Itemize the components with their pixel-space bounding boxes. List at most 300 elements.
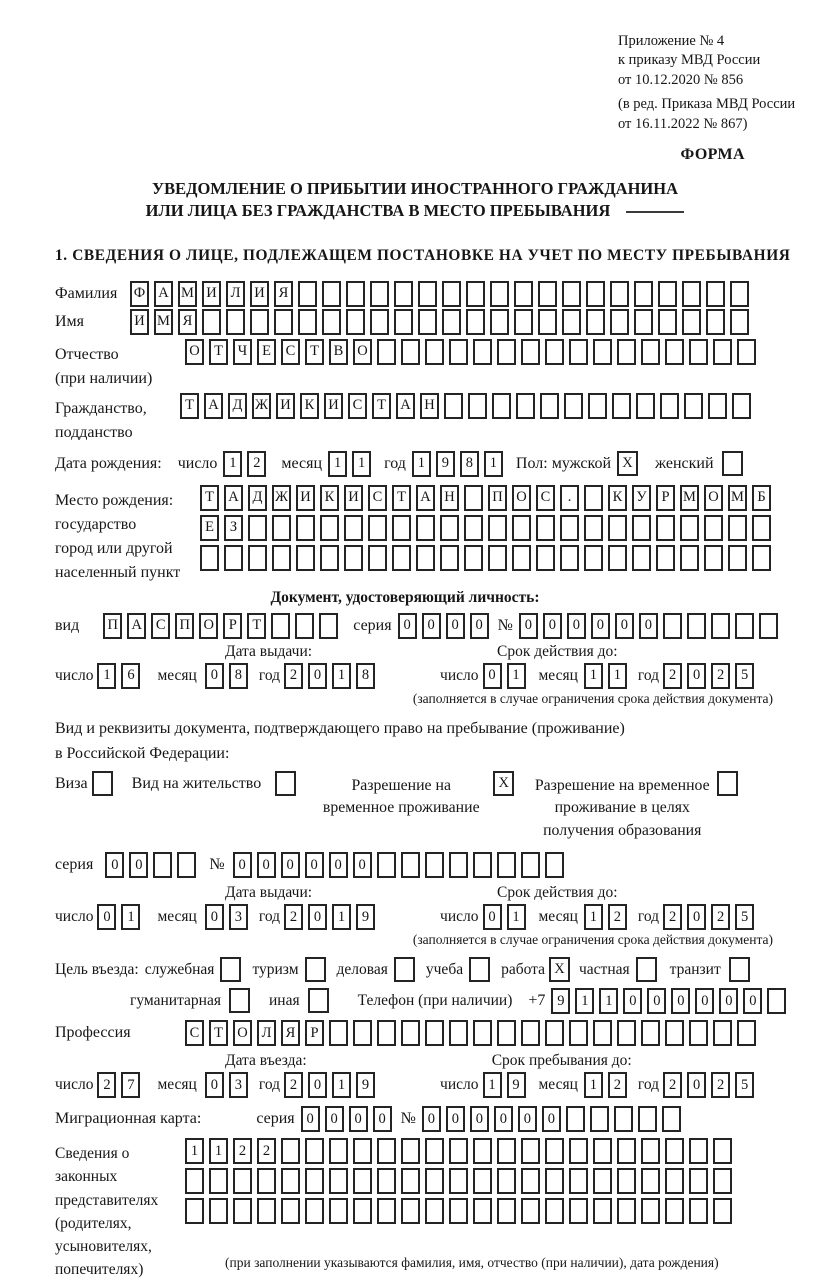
form-cell[interactable]: И xyxy=(130,309,149,335)
form-cell[interactable] xyxy=(353,1198,372,1224)
form-cell[interactable]: 0 xyxy=(422,613,441,639)
form-cell[interactable]: 0 xyxy=(687,1072,706,1098)
form-cell[interactable] xyxy=(248,545,267,571)
form-cell[interactable] xyxy=(274,309,293,335)
form-cell[interactable] xyxy=(344,515,363,541)
form-cell[interactable] xyxy=(656,545,675,571)
form-cell[interactable] xyxy=(377,852,396,878)
form-cell[interactable] xyxy=(617,1198,636,1224)
form-cell[interactable] xyxy=(689,1020,708,1046)
form-cell[interactable] xyxy=(614,1106,633,1132)
form-cell[interactable]: 0 xyxy=(719,988,738,1014)
form-cell[interactable] xyxy=(584,545,603,571)
form-cell[interactable]: 9 xyxy=(356,1072,375,1098)
form-cell[interactable]: А xyxy=(224,485,243,511)
form-cell[interactable] xyxy=(586,309,605,335)
form-cell[interactable]: 1 xyxy=(507,904,526,930)
form-cell[interactable] xyxy=(200,545,219,571)
form-cell[interactable] xyxy=(590,1106,609,1132)
form-cell[interactable] xyxy=(638,1106,657,1132)
form-cell[interactable]: Т xyxy=(180,393,199,419)
form-cell[interactable]: 0 xyxy=(233,852,252,878)
form-cell[interactable] xyxy=(521,852,540,878)
form-cell[interactable] xyxy=(682,281,701,307)
form-cell[interactable] xyxy=(497,339,516,365)
form-cell[interactable]: Т xyxy=(200,485,219,511)
form-cell[interactable] xyxy=(732,393,751,419)
form-cell[interactable]: 1 xyxy=(97,663,116,689)
form-cell[interactable] xyxy=(497,1020,516,1046)
form-cell[interactable] xyxy=(298,309,317,335)
form-cell[interactable] xyxy=(329,1168,348,1194)
form-cell[interactable]: 0 xyxy=(542,1106,561,1132)
form-cell[interactable]: 1 xyxy=(332,904,351,930)
form-cell[interactable]: 0 xyxy=(470,613,489,639)
form-cell[interactable] xyxy=(689,339,708,365)
form-cell[interactable]: 1 xyxy=(352,451,371,477)
form-cell[interactable]: 0 xyxy=(325,1106,344,1132)
form-cell[interactable]: 0 xyxy=(446,613,465,639)
form-cell[interactable]: С xyxy=(368,485,387,511)
form-cell[interactable]: 8 xyxy=(356,663,375,689)
form-cell[interactable]: П xyxy=(175,613,194,639)
form-cell[interactable]: И xyxy=(250,281,269,307)
form-cell[interactable]: 1 xyxy=(484,451,503,477)
form-cell[interactable]: 0 xyxy=(97,904,116,930)
form-cell[interactable]: Е xyxy=(257,339,276,365)
form-cell[interactable] xyxy=(153,852,172,878)
form-cell[interactable] xyxy=(612,393,631,419)
form-cell[interactable]: 0 xyxy=(349,1106,368,1132)
form-cell[interactable]: 3 xyxy=(229,904,248,930)
form-cell[interactable] xyxy=(296,545,315,571)
form-cell[interactable] xyxy=(275,771,296,796)
form-cell[interactable] xyxy=(250,309,269,335)
form-cell[interactable] xyxy=(634,281,653,307)
form-cell[interactable] xyxy=(759,613,778,639)
form-cell[interactable] xyxy=(521,339,540,365)
form-cell[interactable] xyxy=(490,309,509,335)
form-cell[interactable] xyxy=(593,1020,612,1046)
form-cell[interactable] xyxy=(569,1020,588,1046)
form-cell[interactable] xyxy=(512,515,531,541)
form-cell[interactable] xyxy=(257,1198,276,1224)
form-cell[interactable] xyxy=(416,515,435,541)
form-cell[interactable] xyxy=(665,1020,684,1046)
form-cell[interactable] xyxy=(713,1020,732,1046)
form-cell[interactable] xyxy=(401,1168,420,1194)
form-cell[interactable]: 0 xyxy=(567,613,586,639)
form-cell[interactable] xyxy=(92,771,113,796)
form-cell[interactable]: 1 xyxy=(121,904,140,930)
form-cell[interactable]: 9 xyxy=(551,988,570,1014)
form-cell[interactable]: М xyxy=(178,281,197,307)
form-cell[interactable]: С xyxy=(348,393,367,419)
form-cell[interactable] xyxy=(689,1168,708,1194)
form-cell[interactable]: 9 xyxy=(507,1072,526,1098)
form-cell[interactable] xyxy=(682,309,701,335)
form-cell[interactable] xyxy=(473,1138,492,1164)
form-cell[interactable] xyxy=(569,339,588,365)
form-cell[interactable] xyxy=(473,1198,492,1224)
form-cell[interactable]: 1 xyxy=(223,451,242,477)
form-cell[interactable] xyxy=(488,545,507,571)
form-cell[interactable] xyxy=(566,1106,585,1132)
form-cell[interactable]: О xyxy=(185,339,204,365)
form-cell[interactable] xyxy=(540,393,559,419)
form-cell[interactable]: А xyxy=(154,281,173,307)
form-cell[interactable]: 2 xyxy=(711,663,730,689)
form-cell[interactable] xyxy=(560,515,579,541)
form-cell[interactable] xyxy=(272,545,291,571)
form-cell[interactable]: 8 xyxy=(229,663,248,689)
form-cell[interactable]: Т xyxy=(372,393,391,419)
form-cell[interactable] xyxy=(488,515,507,541)
form-cell[interactable] xyxy=(569,1168,588,1194)
form-cell[interactable]: Ф xyxy=(130,281,149,307)
form-cell[interactable] xyxy=(466,309,485,335)
form-cell[interactable]: В xyxy=(329,339,348,365)
form-cell[interactable]: 0 xyxy=(305,852,324,878)
form-cell[interactable] xyxy=(767,988,786,1014)
form-cell[interactable]: 0 xyxy=(647,988,666,1014)
form-cell[interactable] xyxy=(562,281,581,307)
form-cell[interactable] xyxy=(322,281,341,307)
form-cell[interactable] xyxy=(704,515,723,541)
form-cell[interactable]: 0 xyxy=(615,613,634,639)
form-cell[interactable] xyxy=(660,393,679,419)
form-cell[interactable] xyxy=(521,1138,540,1164)
form-cell[interactable]: 1 xyxy=(412,451,431,477)
form-cell[interactable] xyxy=(444,393,463,419)
form-cell[interactable]: X xyxy=(617,451,638,476)
form-cell[interactable] xyxy=(353,1020,372,1046)
form-cell[interactable] xyxy=(636,957,657,982)
form-cell[interactable] xyxy=(320,545,339,571)
form-cell[interactable] xyxy=(392,515,411,541)
form-cell[interactable]: 2 xyxy=(284,904,303,930)
form-cell[interactable] xyxy=(305,1138,324,1164)
form-cell[interactable]: 1 xyxy=(209,1138,228,1164)
form-cell[interactable] xyxy=(545,852,564,878)
form-cell[interactable] xyxy=(593,1138,612,1164)
form-cell[interactable]: Т xyxy=(209,339,228,365)
form-cell[interactable]: И xyxy=(344,485,363,511)
form-cell[interactable]: 2 xyxy=(663,904,682,930)
form-cell[interactable]: 9 xyxy=(436,451,455,477)
form-cell[interactable]: 0 xyxy=(129,852,148,878)
form-cell[interactable] xyxy=(610,309,629,335)
form-cell[interactable]: 0 xyxy=(308,663,327,689)
form-cell[interactable] xyxy=(545,1198,564,1224)
form-cell[interactable] xyxy=(497,1138,516,1164)
form-cell[interactable] xyxy=(329,1198,348,1224)
form-cell[interactable] xyxy=(449,339,468,365)
form-cell[interactable]: 0 xyxy=(257,852,276,878)
form-cell[interactable] xyxy=(641,339,660,365)
form-cell[interactable] xyxy=(281,1168,300,1194)
form-cell[interactable]: 2 xyxy=(711,1072,730,1098)
form-cell[interactable] xyxy=(497,852,516,878)
form-cell[interactable]: Т xyxy=(305,339,324,365)
form-cell[interactable]: 7 xyxy=(121,1072,140,1098)
form-cell[interactable] xyxy=(665,339,684,365)
form-cell[interactable]: Ч xyxy=(233,339,252,365)
form-cell[interactable]: 0 xyxy=(695,988,714,1014)
form-cell[interactable] xyxy=(636,393,655,419)
form-cell[interactable] xyxy=(425,1198,444,1224)
form-cell[interactable] xyxy=(305,957,326,982)
form-cell[interactable]: С xyxy=(281,339,300,365)
form-cell[interactable]: 2 xyxy=(257,1138,276,1164)
form-cell[interactable]: Т xyxy=(209,1020,228,1046)
form-cell[interactable]: К xyxy=(608,485,627,511)
form-cell[interactable]: 5 xyxy=(735,1072,754,1098)
form-cell[interactable]: . xyxy=(560,485,579,511)
form-cell[interactable]: С xyxy=(185,1020,204,1046)
form-cell[interactable]: 2 xyxy=(97,1072,116,1098)
form-cell[interactable] xyxy=(658,309,677,335)
form-cell[interactable]: 3 xyxy=(229,1072,248,1098)
form-cell[interactable] xyxy=(641,1198,660,1224)
form-cell[interactable] xyxy=(401,1198,420,1224)
form-cell[interactable] xyxy=(729,957,750,982)
form-cell[interactable]: 0 xyxy=(301,1106,320,1132)
form-cell[interactable] xyxy=(298,281,317,307)
form-cell[interactable]: Р xyxy=(223,613,242,639)
form-cell[interactable]: Р xyxy=(305,1020,324,1046)
form-cell[interactable] xyxy=(344,545,363,571)
form-cell[interactable] xyxy=(608,545,627,571)
form-cell[interactable] xyxy=(185,1198,204,1224)
form-cell[interactable] xyxy=(641,1168,660,1194)
form-cell[interactable] xyxy=(224,545,243,571)
form-cell[interactable] xyxy=(516,393,535,419)
form-cell[interactable] xyxy=(442,281,461,307)
form-cell[interactable]: Л xyxy=(257,1020,276,1046)
form-cell[interactable]: Ж xyxy=(252,393,271,419)
form-cell[interactable] xyxy=(368,515,387,541)
form-cell[interactable] xyxy=(401,1020,420,1046)
form-cell[interactable] xyxy=(466,281,485,307)
form-cell[interactable] xyxy=(370,281,389,307)
form-cell[interactable]: 2 xyxy=(608,1072,627,1098)
form-cell[interactable] xyxy=(377,1198,396,1224)
form-cell[interactable] xyxy=(308,988,329,1013)
form-cell[interactable]: Р xyxy=(656,485,675,511)
form-cell[interactable] xyxy=(752,545,771,571)
form-cell[interactable]: 1 xyxy=(584,1072,603,1098)
form-cell[interactable] xyxy=(257,1168,276,1194)
form-cell[interactable] xyxy=(473,1168,492,1194)
form-cell[interactable] xyxy=(202,309,221,335)
form-cell[interactable]: 0 xyxy=(687,904,706,930)
form-cell[interactable]: К xyxy=(300,393,319,419)
form-cell[interactable] xyxy=(346,309,365,335)
form-cell[interactable] xyxy=(473,852,492,878)
form-cell[interactable]: 0 xyxy=(483,663,502,689)
form-cell[interactable]: 0 xyxy=(105,852,124,878)
form-cell[interactable]: 2 xyxy=(233,1138,252,1164)
form-cell[interactable] xyxy=(617,1138,636,1164)
form-cell[interactable] xyxy=(665,1138,684,1164)
form-cell[interactable] xyxy=(656,515,675,541)
form-cell[interactable] xyxy=(271,613,290,639)
form-cell[interactable]: Д xyxy=(228,393,247,419)
form-cell[interactable] xyxy=(663,613,682,639)
form-cell[interactable]: 0 xyxy=(205,663,224,689)
form-cell[interactable] xyxy=(449,1138,468,1164)
form-cell[interactable] xyxy=(449,1168,468,1194)
form-cell[interactable] xyxy=(346,281,365,307)
form-cell[interactable] xyxy=(717,771,738,796)
form-cell[interactable] xyxy=(449,1198,468,1224)
form-cell[interactable]: П xyxy=(103,613,122,639)
form-cell[interactable] xyxy=(272,515,291,541)
form-cell[interactable]: Е xyxy=(200,515,219,541)
form-cell[interactable]: 1 xyxy=(584,663,603,689)
form-cell[interactable] xyxy=(296,515,315,541)
form-cell[interactable]: З xyxy=(224,515,243,541)
form-cell[interactable]: 0 xyxy=(329,852,348,878)
form-cell[interactable]: Л xyxy=(226,281,245,307)
form-cell[interactable] xyxy=(305,1198,324,1224)
form-cell[interactable] xyxy=(440,515,459,541)
form-cell[interactable]: 1 xyxy=(599,988,618,1014)
form-cell[interactable]: Я xyxy=(274,281,293,307)
form-cell[interactable] xyxy=(468,393,487,419)
form-cell[interactable] xyxy=(425,1020,444,1046)
form-cell[interactable] xyxy=(464,515,483,541)
form-cell[interactable] xyxy=(569,1198,588,1224)
form-cell[interactable]: 1 xyxy=(483,1072,502,1098)
form-cell[interactable] xyxy=(401,852,420,878)
form-cell[interactable] xyxy=(319,613,338,639)
form-cell[interactable]: 0 xyxy=(518,1106,537,1132)
form-cell[interactable]: И xyxy=(296,485,315,511)
form-cell[interactable] xyxy=(490,281,509,307)
form-cell[interactable] xyxy=(521,1020,540,1046)
form-cell[interactable] xyxy=(545,339,564,365)
form-cell[interactable] xyxy=(401,339,420,365)
form-cell[interactable] xyxy=(632,545,651,571)
form-cell[interactable] xyxy=(617,1020,636,1046)
form-cell[interactable]: О xyxy=(233,1020,252,1046)
form-cell[interactable] xyxy=(665,1198,684,1224)
form-cell[interactable]: О xyxy=(512,485,531,511)
form-cell[interactable] xyxy=(329,1020,348,1046)
form-cell[interactable] xyxy=(425,339,444,365)
form-cell[interactable]: Б xyxy=(752,485,771,511)
form-cell[interactable]: 0 xyxy=(639,613,658,639)
form-cell[interactable]: 0 xyxy=(671,988,690,1014)
form-cell[interactable]: П xyxy=(488,485,507,511)
form-cell[interactable] xyxy=(497,1168,516,1194)
form-cell[interactable]: 0 xyxy=(687,663,706,689)
form-cell[interactable] xyxy=(418,281,437,307)
form-cell[interactable]: 0 xyxy=(483,904,502,930)
form-cell[interactable]: М xyxy=(728,485,747,511)
form-cell[interactable]: Н xyxy=(420,393,439,419)
form-cell[interactable] xyxy=(752,515,771,541)
form-cell[interactable]: 0 xyxy=(308,904,327,930)
form-cell[interactable] xyxy=(617,339,636,365)
form-cell[interactable] xyxy=(560,545,579,571)
form-cell[interactable] xyxy=(545,1020,564,1046)
form-cell[interactable]: 1 xyxy=(608,663,627,689)
form-cell[interactable] xyxy=(492,393,511,419)
form-cell[interactable] xyxy=(353,1138,372,1164)
form-cell[interactable] xyxy=(689,1198,708,1224)
form-cell[interactable] xyxy=(512,545,531,571)
form-cell[interactable] xyxy=(521,1198,540,1224)
form-cell[interactable] xyxy=(442,309,461,335)
form-cell[interactable] xyxy=(728,545,747,571)
form-cell[interactable] xyxy=(425,852,444,878)
form-cell[interactable] xyxy=(229,988,250,1013)
form-cell[interactable]: И xyxy=(324,393,343,419)
form-cell[interactable] xyxy=(281,1138,300,1164)
form-cell[interactable] xyxy=(634,309,653,335)
form-cell[interactable]: 0 xyxy=(422,1106,441,1132)
form-cell[interactable] xyxy=(735,613,754,639)
form-cell[interactable] xyxy=(658,281,677,307)
form-cell[interactable]: 0 xyxy=(494,1106,513,1132)
form-cell[interactable] xyxy=(329,1138,348,1164)
form-cell[interactable] xyxy=(370,309,389,335)
form-cell[interactable] xyxy=(473,339,492,365)
form-cell[interactable]: И xyxy=(202,281,221,307)
form-cell[interactable] xyxy=(608,515,627,541)
form-cell[interactable] xyxy=(684,393,703,419)
form-cell[interactable] xyxy=(713,1198,732,1224)
form-cell[interactable]: 1 xyxy=(328,451,347,477)
form-cell[interactable]: 8 xyxy=(460,451,479,477)
form-cell[interactable] xyxy=(641,1020,660,1046)
form-cell[interactable]: 2 xyxy=(711,904,730,930)
form-cell[interactable] xyxy=(730,281,749,307)
form-cell[interactable] xyxy=(706,281,725,307)
form-cell[interactable] xyxy=(514,309,533,335)
form-cell[interactable]: 0 xyxy=(308,1072,327,1098)
form-cell[interactable] xyxy=(281,1198,300,1224)
form-cell[interactable]: 0 xyxy=(743,988,762,1014)
form-cell[interactable] xyxy=(662,1106,681,1132)
form-cell[interactable] xyxy=(586,281,605,307)
form-cell[interactable]: 2 xyxy=(663,663,682,689)
form-cell[interactable]: Ж xyxy=(272,485,291,511)
form-cell[interactable] xyxy=(641,1138,660,1164)
form-cell[interactable]: 0 xyxy=(281,852,300,878)
form-cell[interactable]: Н xyxy=(440,485,459,511)
form-cell[interactable]: 1 xyxy=(507,663,526,689)
form-cell[interactable] xyxy=(521,1168,540,1194)
form-cell[interactable]: X xyxy=(493,771,514,796)
form-cell[interactable] xyxy=(564,393,583,419)
form-cell[interactable] xyxy=(440,545,459,571)
form-cell[interactable] xyxy=(233,1168,252,1194)
form-cell[interactable]: Т xyxy=(247,613,266,639)
form-cell[interactable] xyxy=(593,1168,612,1194)
form-cell[interactable] xyxy=(377,339,396,365)
form-cell[interactable]: Д xyxy=(248,485,267,511)
form-cell[interactable]: Т xyxy=(392,485,411,511)
form-cell[interactable]: 0 xyxy=(205,904,224,930)
form-cell[interactable] xyxy=(706,309,725,335)
form-cell[interactable] xyxy=(377,1168,396,1194)
form-cell[interactable]: 0 xyxy=(373,1106,392,1132)
form-cell[interactable]: М xyxy=(680,485,699,511)
